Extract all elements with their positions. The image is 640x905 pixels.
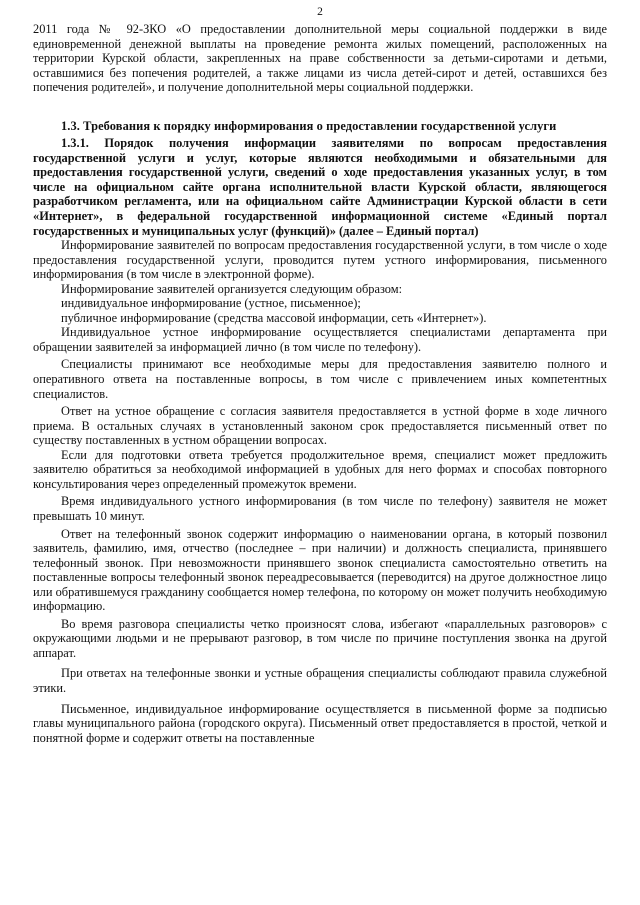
document-body (33, 22, 607, 745)
paragraph-long-preparation: Если для подготовки ответа требуется продолжительное время, специалист может предложить заявителю обратиться за необходимой информацией в удобных для него формах и способах повторного консультирования через определенный промежуток времени. (33, 447, 607, 491)
paragraph-conversation-rules: Во время разговора специалисты четко произносят слова, избегают «параллельных разговоров» с окружающими людьми и не прерывают разговор, в том числе по причине поступления звонка на другой аппарат. (33, 616, 607, 660)
page-number: 2 (317, 6, 323, 18)
paragraph-informing-methods: Информирование заявителей по вопросам предоставления государственной услуги, в том числе о ходе предоставления государственной услуги, проводится путем устного информирования, письменного информирования (в том числе в электронной форме). (33, 238, 607, 282)
subsection-heading: 1.3.1. Порядок получения информации заявителями по вопросам предоставления государственной услуги и услуг, которые являются необходимыми и обязательными для предоставления государственной услуги, сведений о ходе предоставления указанных услуг, в том числе на официальном сайте органа исполнительной власти Курской области, являющегося разработчиком регламента, или на официальном сайте Администрации Курской области в сети «Интернет», в федеральной государственной информационной системе «Единый портал государственных и муниципальных услуг (функций)» (далее – Единый портал) (33, 136, 607, 238)
paragraph-time-limit: Время индивидуального устного информирования (в том числе по телефону) заявителя не может превышать 10 минут. (33, 494, 607, 523)
list-item-public: публичное информирование (средства массовой информации, сеть «Интернет»). (61, 310, 487, 325)
paragraph-oral-response: Ответ на устное обращение с согласия заявителя предоставляется в устной форме в ходе личного приема. В остальных случаях в установленный законом срок предоставляется письменный ответ по существу поставленных в устном обращении вопросах. (33, 404, 607, 448)
list-item-individual: индивидуальное информирование (устное, письменное); (61, 296, 361, 311)
paragraph-oral-informing: Индивидуальное устное информирование осуществляется специалистами департамента при обращении заявителей за информацией лично (в том числе по телефону). (33, 325, 607, 354)
paragraph-service-ethics: При ответах на телефонные звонки и устные обращения специалисты соблюдают правила служебной этики. (33, 666, 607, 695)
paragraph-informing-organization: Информирование заявителей организуется следующим образом: (61, 281, 403, 296)
section-heading: 1.3. Требования к порядку информирования о предоставлении государственной услуги (61, 118, 557, 133)
paragraph-phone-answer: Ответ на телефонный звонок содержит информацию о наименовании органа, в который позвонил заявитель, фамилию, имя, отчество (последнее – при наличии) и должность специалиста, принявшего телефонный звонок. При невозможности принявшего звонок специалиста самостоятельно ответить на поставленные вопросы телефонный звонок переадресовывается (переводится) на другое должностное лицо или обратившемуся гражданину сообщается номер телефона, по которому он может получить необходимую информацию. (33, 526, 607, 614)
paragraph-written-informing: Письменное, индивидуальное информирование осуществляется в письменной форме за подписью главы муниципального района (городского округа). Письменный ответ предоставляется в простой, четкой и понятной форме и содержит ответы на поставленные (33, 701, 607, 745)
intro-paragraph: 2011 года № 92-ЗКО «О предоставлении дополнительной меры социальной поддержки в виде единовременной денежной выплаты на проведение ремонта жилых помещений, расположенных на территории Курской области, закрепленных на праве собственности за детьми-сиротами и детьми, оставшимися без попечения родителей, а также лицами из числа детей-сирот и детей, оставшихся без попечения родителей», и получение дополнительной меры социальной поддержки. (33, 22, 607, 95)
paragraph-specialists-measures: Специалисты принимают все необходимые меры для предоставления заявителю полного и оперативного ответа на поставленные вопросы, в том числе с привлечением иных компетентных специалистов. (33, 357, 607, 401)
